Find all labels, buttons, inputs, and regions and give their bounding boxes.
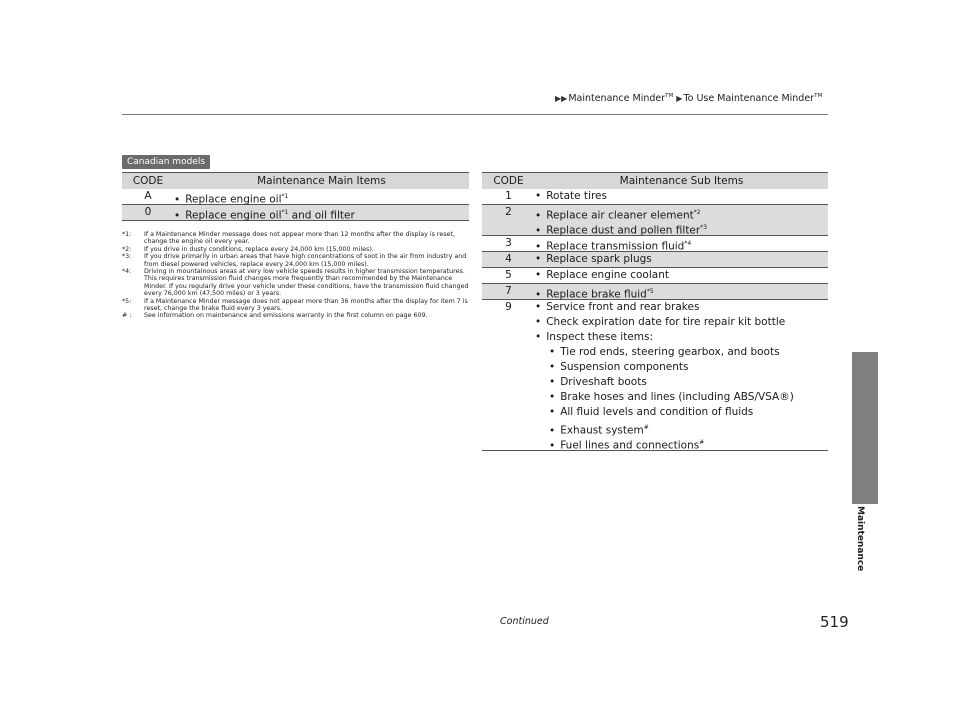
table-row xyxy=(122,205,469,221)
table-row xyxy=(482,189,828,205)
footnote: *1: If a Maintenance Minder message does not appear more than 12 months after the display is reset, change the engine oil every year. xyxy=(122,231,455,246)
sub-items-header: Maintenance Sub Items xyxy=(535,173,828,190)
row-code: 0 xyxy=(144,206,152,218)
sub-list-item: • Driveshaft boots xyxy=(549,376,647,388)
list-item: • Inspect these items: xyxy=(535,331,654,343)
row-code: 9 xyxy=(505,301,512,313)
table-row xyxy=(482,284,828,300)
sub-list-item: • Fuel lines and connections# xyxy=(549,439,705,452)
trademark: TM xyxy=(814,93,823,99)
list-item: • Replace engine coolant xyxy=(535,269,669,281)
continued-label: Continued xyxy=(500,616,549,627)
row-code: 3 xyxy=(505,237,512,249)
table-row xyxy=(482,300,828,451)
main-items-header: Maintenance Main Items xyxy=(174,173,469,190)
footnote: *5: If a Maintenance Minder message does not appear more than 36 months after the display for item 7 is reset, change the brake fluid every 3 years. xyxy=(122,297,468,313)
list-item: • Service front and rear brakes xyxy=(535,301,700,313)
trademark: TM xyxy=(665,93,674,99)
sub-list-item: • Brake hoses and lines (including ABS/VSA®) xyxy=(549,391,794,403)
list-item: • Replace brake fluid$^{*5}$ xyxy=(535,288,654,301)
sub-list-item: • Tie rod ends, steering gearbox, and boots xyxy=(549,346,780,358)
code-header: CODE xyxy=(122,173,174,190)
list-item: • Check expiration date for tire repair kit bottle xyxy=(535,316,786,328)
breadcrumb-part1: Maintenance Minder xyxy=(568,93,666,105)
sub-list-item: • All fluid levels and condition of fluids xyxy=(549,406,754,418)
page-number: 519 xyxy=(820,613,849,631)
row-code: 2 xyxy=(505,206,512,218)
region-badge: Canadian models xyxy=(122,155,210,169)
header-divider xyxy=(122,114,828,115)
row-code: 4 xyxy=(505,253,512,265)
sub-list-item: • Suspension components xyxy=(549,361,689,373)
triangle-icon: ▶ xyxy=(676,94,683,104)
sub-list-item: • Exhaust system# xyxy=(549,424,649,437)
row-code: 7 xyxy=(505,285,512,297)
footnote: *4: Driving in mountainous areas at very low vehicle speeds results in higher transmission temperatures. This requires transmission fluid changes more frequently than recommended by the Maintenance Minder. If you regularly drive your vehicle under these conditions, have the transmission fluid changed every 76,000 km (47,500 miles) or 3 years. xyxy=(122,268,469,298)
table-row xyxy=(482,236,828,252)
code-header: CODE xyxy=(482,173,535,190)
table-row xyxy=(482,205,828,236)
list-item: • Replace dust and pollen filter$^{*3}$ xyxy=(535,224,708,237)
sub-items-table xyxy=(482,172,828,454)
breadcrumb-part2: To Use Maintenance Minder xyxy=(683,93,815,105)
footnote: *2: If you drive in dusty conditions, replace every 24,000 km (15,000 miles). xyxy=(122,245,374,253)
list-item: • Replace engine oil$^{*1}$ xyxy=(174,193,289,206)
footnote: *3: If you drive primarily in urban areas that have high concentrations of soot in the air from industry and from diesel powered vehicles, replace every 24,000 km (15,000 miles). xyxy=(122,253,467,268)
table-row xyxy=(482,252,828,268)
footnotes xyxy=(122,231,472,320)
double-triangle-icon: ▶▶ xyxy=(555,94,568,104)
list-item: • Replace transmission fluid$^{*4}$ xyxy=(535,240,692,253)
section-tab xyxy=(852,352,878,504)
list-item: • Replace engine oil$^{*1}$ and oil filter xyxy=(174,209,355,222)
row-code: A xyxy=(144,190,152,202)
row-code: 5 xyxy=(505,269,512,281)
breadcrumb xyxy=(555,93,822,104)
list-item: • Replace spark plugs xyxy=(535,253,652,265)
footnote: # : See information on maintenance and emissions warranty in the first column on page 609. xyxy=(122,312,428,320)
main-items-table xyxy=(122,172,469,221)
table-row xyxy=(482,268,828,284)
list-item: • Rotate tires xyxy=(535,190,607,202)
row-code: 1 xyxy=(505,190,512,202)
table-row xyxy=(122,189,469,205)
list-item: • Replace air cleaner element$^{*2}$ xyxy=(535,209,701,222)
section-tab-label: Maintenance xyxy=(855,506,865,572)
